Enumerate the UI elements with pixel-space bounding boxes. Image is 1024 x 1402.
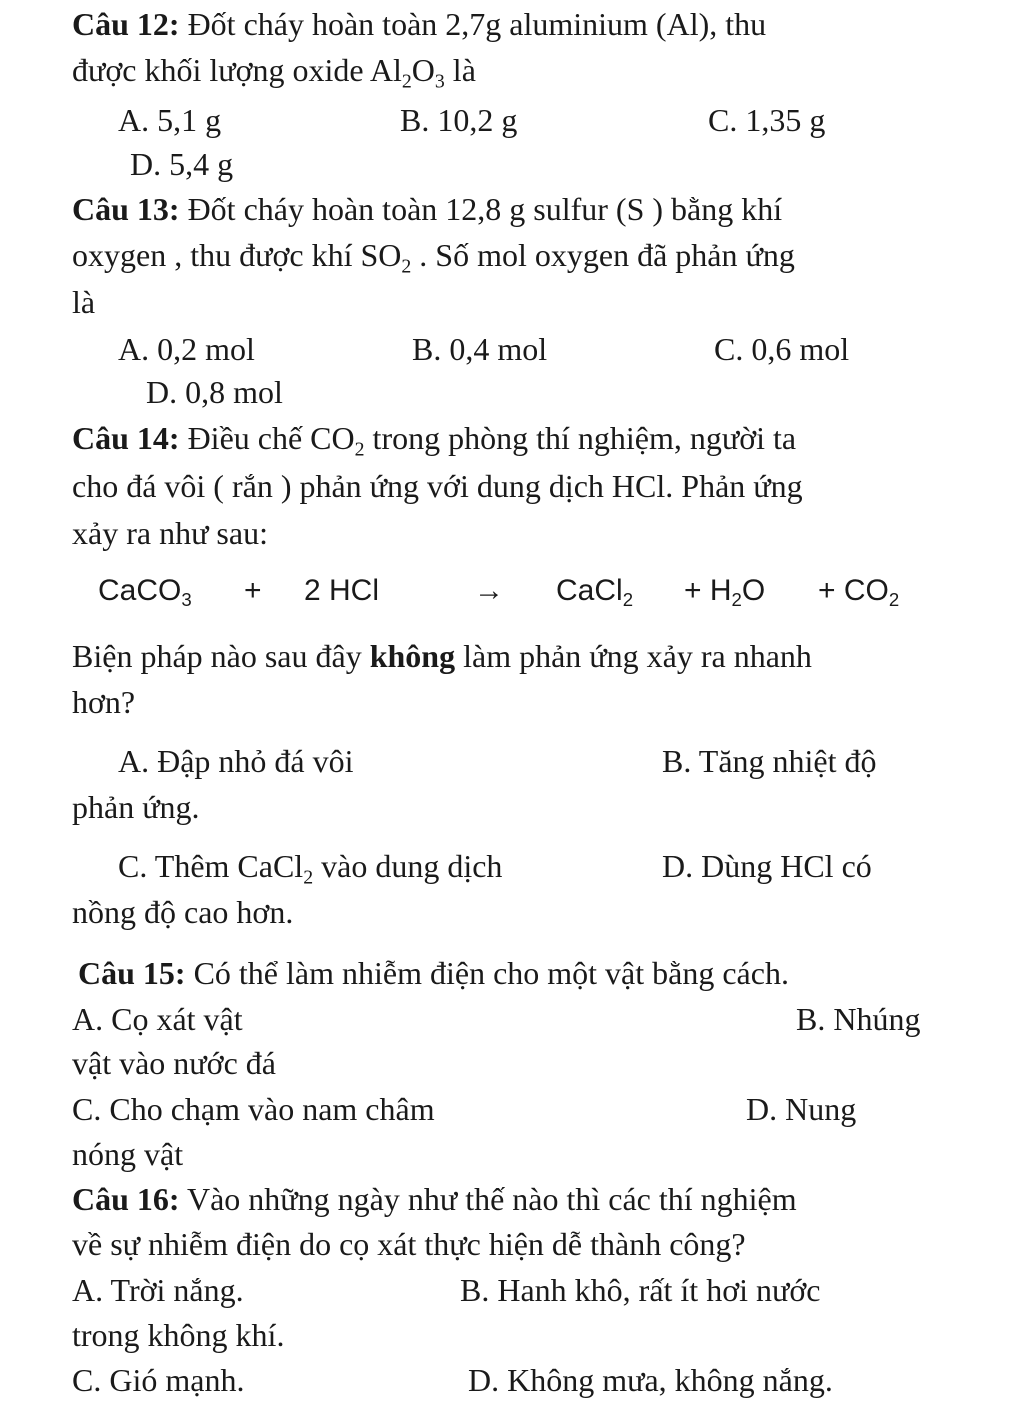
question-15-option-b[interactable]: B. Nhúng [796, 1001, 921, 1037]
question-12-option-d[interactable]: D. 5,4 g [130, 146, 234, 182]
question-13-line-2: oxygen , thu được khí $SO_2$ . Số mol oxygen đã phản ứng [72, 237, 795, 278]
question-15-option-b-cont: vật vào nước đá [72, 1045, 276, 1081]
question-14-option-d-cont: nồng độ cao hơn. [72, 894, 294, 930]
question-14-label: Câu 14: [72, 420, 180, 456]
question-12-option-b[interactable]: B. 10,2 g [400, 102, 518, 138]
question-15-line-1 [78, 957, 789, 989]
question-16-option-d[interactable]: D. Không mưa, không nắng. [468, 1362, 833, 1398]
question-13-line-3: là [72, 284, 96, 320]
question-15-text: Có thể làm nhiễm điện cho một vật bằng cách. [193, 955, 789, 991]
question-13-text: Đốt cháy hoàn toàn 12,8 g sulfur (S ) bằng khí [187, 191, 783, 227]
equation-product-cacl2: CaCl$_2$ [556, 574, 634, 610]
question-12-option-a[interactable]: A. 5,1 g [118, 102, 222, 138]
question-12-option-c[interactable]: C. 1,35 g [708, 102, 826, 138]
equation-plus: + [244, 574, 262, 607]
question-16-line-1 [72, 1183, 797, 1215]
equation-product-co2: + $CO_2$ [818, 574, 900, 610]
question-16-line-2: về sự nhiễm điện do cọ xát thực hiện dễ thành công? [72, 1226, 746, 1262]
question-12-line-1 [72, 8, 766, 40]
question-14-option-a[interactable]: A. Đập nhỏ đá vôi [118, 743, 354, 779]
question-12-text: Đốt cháy hoàn toàn 2,7g aluminium (Al), thu [187, 6, 767, 42]
question-14-option-b[interactable]: B. Tăng nhiệt độ [662, 743, 877, 779]
question-13-option-c[interactable]: C. 0,6 mol [714, 331, 850, 367]
question-14-prompt-line-2: hơn? [72, 684, 136, 720]
question-14-line-1: Câu 14: Điều chế $CO_2$ trong phòng thí nghiệm, người ta [72, 420, 797, 461]
question-15-option-d-cont: nóng vật [72, 1136, 184, 1172]
question-16-option-b-cont: trong không khí. [72, 1317, 285, 1353]
question-14-option-c[interactable]: C. Thêm CaCl$_2$ vào dung dịch [118, 848, 503, 889]
question-13-option-d[interactable]: D. 0,8 mol [146, 374, 283, 410]
question-13-line-1 [72, 193, 782, 225]
question-15-option-a[interactable]: A. Cọ xát vật [72, 1001, 243, 1037]
question-13-option-a[interactable]: A. 0,2 mol [118, 331, 255, 367]
question-16-option-c[interactable]: C. Gió mạnh. [72, 1362, 245, 1398]
equation-product-h2o: + $H_2O$ [684, 574, 766, 610]
question-15-option-d[interactable]: D. Nung [746, 1091, 857, 1127]
question-13-option-b[interactable]: B. 0,4 mol [412, 331, 548, 367]
question-13-label: Câu 13: [72, 191, 180, 227]
question-16-option-b[interactable]: B. Hanh khô, rất ít hơi nước [460, 1272, 821, 1308]
question-14-line-3: xảy ra như sau: [72, 515, 268, 551]
question-16-text: Vào những ngày như thế nào thì các thí nghiệm [186, 1181, 797, 1217]
equation-reactant-hcl: 2 HCl [304, 574, 380, 607]
question-15-option-c[interactable]: C. Cho chạm vào nam châm [72, 1091, 435, 1127]
arrow-icon: → [474, 574, 504, 607]
question-14-line-2: cho đá vôi ( rắn ) phản ứng với dung dịch HCl. Phản ứng [72, 468, 803, 504]
question-12-label: Câu 12: [72, 6, 180, 42]
question-16-option-a[interactable]: A. Trời nắng. [72, 1272, 244, 1308]
question-14-option-d[interactable]: D. Dùng HCl có [662, 848, 872, 884]
question-12-line-2: được khối lượng oxide $Al_2O_3$ là [72, 52, 476, 93]
question-16-label: Câu 16: [72, 1181, 180, 1217]
question-14-option-b-cont: phản ứng. [72, 789, 200, 825]
equation-reactant-caco3: CaCO$_3$ [98, 574, 192, 610]
question-15-label: Câu 15: [78, 955, 186, 991]
question-14-prompt-line-1: Biện pháp nào sau đây không làm phản ứng xảy ra nhanh [72, 638, 812, 674]
